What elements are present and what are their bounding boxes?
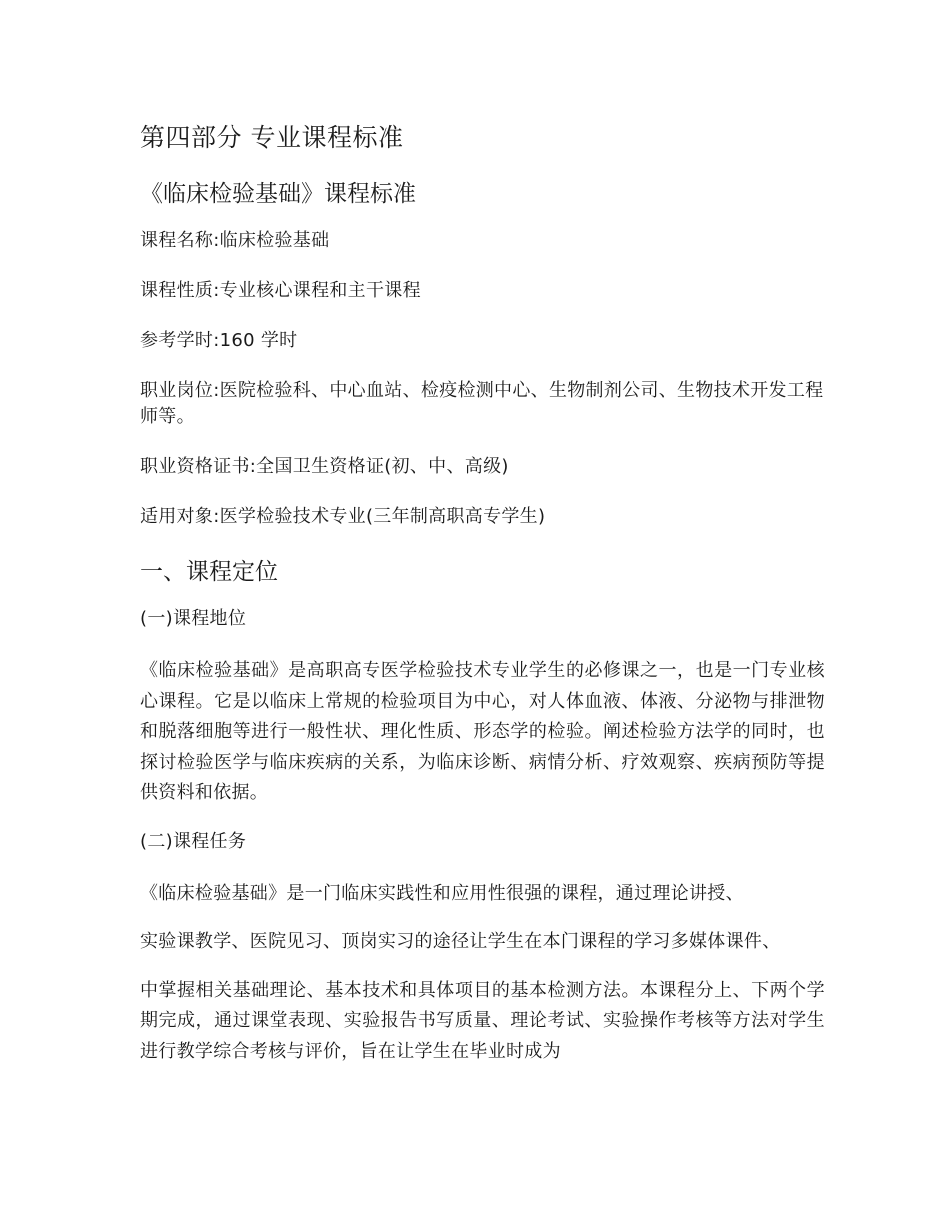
paragraph-course-tasks-2: 实验课教学、医院见习、顶岗实习的途径让学生在本门课程的学习多媒体课件、 [140,931,781,952]
qualification-certificate: 职业资格证书:全国卫生资格证(初、中、高级) [140,456,509,477]
course-nature: 课程性质:专业核心课程和主干课程 [140,280,421,301]
subheading-course-tasks: (二)课程任务 [140,830,247,852]
career-positions: 职业岗位:医院检验科、中心血站、检疫检测中心、生物制剂公司、生物技术开发工程师等。 [140,380,824,427]
document-body [140,118,825,1087]
part-title: 第四部分 专业课程标准 [140,123,404,152]
course-standard-title: 《临床检验基础》课程标准 [140,181,416,207]
reference-hours: 参考学时:160 学时 [140,330,298,351]
subheading-course-status: (一)课程地位 [140,608,247,629]
paragraph-course-tasks-3: 中掌握相关基础理论、基本技术和具体项目的基本检测方法。本课程分上、下两个学期完成，通过课堂表现、实验报告书写质量、理论考试、实验操作考核等方法对学生进行教学综合考核与评价，旨在让学生在毕业时成为 [140,979,825,1062]
target-audience: 适用对象:医学检验技术专业(三年制高职高专学生) [140,506,546,527]
course-name: 课程名称:临床检验基础 [140,230,330,251]
paragraph-course-status: 《临床检验基础》是高职高专医学检验技术专业学生的必修课之一，也是一门专业核心课程。它是以临床上常规的检验项目为中心，对人体血液、体液、分泌物与排泄物和脱落细胞等进行一般性状、理化性质、形态学的检验。阐述检验方法学的同时，也探讨检验医学与临床疾病的关系，为临床诊断、病情分析、疗效观察、疾病预防等提供资料和依据。 [140,660,825,803]
paragraph-course-tasks-1: 《临床检验基础》是一门临床实践性和应用性很强的课程，通过理论讲授、 [140,882,744,904]
section-heading-course-positioning: 一、课程定位 [140,559,278,585]
